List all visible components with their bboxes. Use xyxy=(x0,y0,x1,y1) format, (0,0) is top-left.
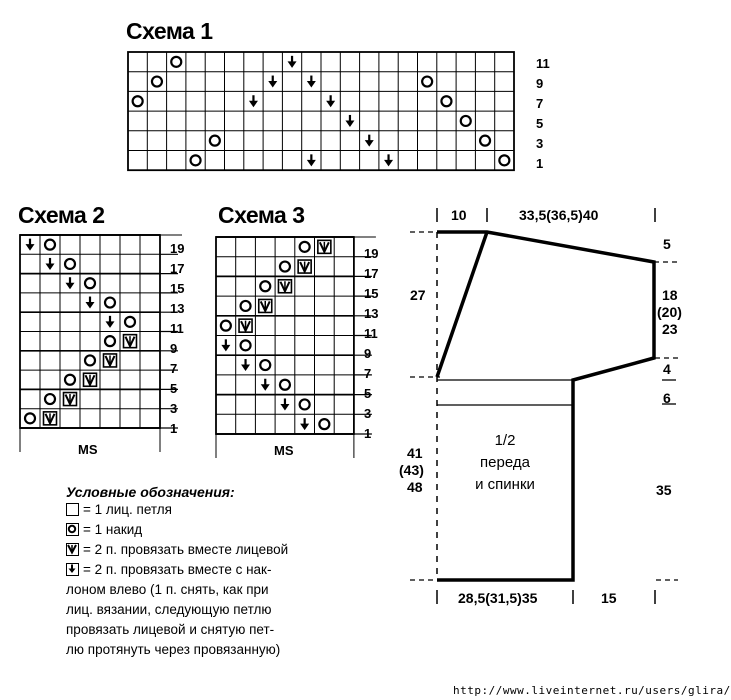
yarn-over-icon xyxy=(461,116,471,126)
yarn-over-icon xyxy=(441,96,451,106)
k2tog-left-icon xyxy=(384,160,393,167)
chart3-row-label: 3 xyxy=(364,406,372,421)
dim-left-upper: 27 xyxy=(410,287,426,303)
chart3-row-label: 9 xyxy=(364,346,372,361)
dim-left-lower-1: 41 xyxy=(407,445,423,461)
yarn-over-icon xyxy=(171,57,181,67)
k2tog-left-icon xyxy=(280,404,289,411)
pattern-center-line: 1/2 xyxy=(494,432,516,449)
yarn-over-icon xyxy=(300,242,310,252)
dim-right-3: 4 xyxy=(663,361,671,377)
k2tog-left-icon xyxy=(86,302,95,309)
dim-right-1: 5 xyxy=(663,236,671,252)
chart3-row-label: 1 xyxy=(364,426,372,441)
dim-right-4: 6 xyxy=(663,390,671,406)
k2tog-left-icon xyxy=(345,120,354,127)
chart3-row-label: 13 xyxy=(364,306,379,321)
footer-url: http://www.liveinternet.ru/users/glira/ xyxy=(453,684,731,697)
k2tog-icon xyxy=(66,543,79,556)
chart2-row-label: 15 xyxy=(170,281,185,296)
legend-item-knit xyxy=(66,500,346,520)
chart1-row-label: 9 xyxy=(536,76,544,91)
dim-bottom: 28,5(31,5)35 xyxy=(458,590,538,606)
chart3-row-label: 11 xyxy=(364,326,378,341)
yarn-over-icon xyxy=(105,298,115,308)
yarn-over-icon xyxy=(191,155,201,165)
legend-item-text: = 1 накид xyxy=(83,522,143,537)
yarn-over-icon xyxy=(280,380,290,390)
k2tog-left-icon xyxy=(365,140,374,147)
chart2-row-label: 17 xyxy=(170,261,185,276)
k2tog-left-icon xyxy=(241,365,250,372)
yarn-over-icon xyxy=(422,77,432,87)
legend-item-text: = 2 п. провязать вместе с нак- xyxy=(83,562,272,577)
pattern-center-line: и спинки xyxy=(475,476,535,493)
chart2-row-label: 3 xyxy=(170,401,178,416)
yarn-over-icon xyxy=(25,413,35,423)
yarn-over-icon xyxy=(260,360,270,370)
chart3-row-label: 5 xyxy=(364,386,372,401)
dim-bottom-right: 15 xyxy=(601,590,617,606)
yarn-over-icon xyxy=(210,136,220,146)
chart1-row-label: 3 xyxy=(536,136,544,151)
yarn-over-icon xyxy=(105,336,115,346)
legend-item-yarn-over xyxy=(66,520,346,540)
yarn-over-icon xyxy=(85,278,95,288)
dim-top-left: 10 xyxy=(451,207,467,223)
chart1-row-label: 11 xyxy=(536,56,550,71)
k2tog-left-icon xyxy=(307,160,316,167)
chart2-row-label: 1 xyxy=(170,421,178,436)
legend-item-text: = 2 п. провязать вместе лицевой xyxy=(83,542,289,557)
k2tog-left-icon xyxy=(249,101,258,108)
chart2-row-label: 9 xyxy=(170,341,178,356)
chart3-title: Схема 3 xyxy=(218,202,305,228)
yarn-over-icon xyxy=(65,375,75,385)
chart3-row-label: 19 xyxy=(364,246,379,261)
chart2-row-label: 5 xyxy=(170,381,178,396)
chart1-row-label: 1 xyxy=(536,156,544,171)
legend-title: Условные обозначения: xyxy=(66,484,235,500)
k2tog-left-icon xyxy=(261,384,270,391)
yarn-over-icon xyxy=(45,394,55,404)
yarn-over-icon xyxy=(241,340,251,350)
k2tog-left-icon xyxy=(66,283,75,290)
pattern-center-label xyxy=(440,430,570,496)
dim-top-right: 33,5(36,5)40 xyxy=(519,207,599,223)
k2tog-left-icon xyxy=(288,61,297,68)
neckline xyxy=(437,232,487,377)
yarn-over-icon xyxy=(221,321,231,331)
legend-continuation: лиц. вязании, следующую петлю xyxy=(66,602,272,617)
pattern-center-line: переда xyxy=(480,454,530,471)
legend xyxy=(66,500,346,660)
k2tog-left-icon xyxy=(268,81,277,88)
dim-right-5: 35 xyxy=(656,482,672,498)
yarn-over-icon xyxy=(85,355,95,365)
yarn-over-icon xyxy=(152,77,162,87)
chart3-ms-label: MS xyxy=(274,443,294,458)
knit-stitch-icon xyxy=(66,503,79,516)
chart2-row-label: 11 xyxy=(170,321,184,336)
legend-continuation: лоном влево (1 п. снять, как при xyxy=(66,582,269,597)
chart3-row-label: 15 xyxy=(364,286,379,301)
dim-right-2a: 18 xyxy=(662,287,678,303)
yarn-over-icon xyxy=(300,399,310,409)
chart2-row-label: 19 xyxy=(170,241,185,256)
legend-continuation: провязать лицевой и снятую пет- xyxy=(66,622,275,637)
yarn-over-icon xyxy=(65,259,75,269)
yarn-over-icon xyxy=(241,301,251,311)
chart1-row-label: 5 xyxy=(536,116,544,131)
yarn-over-icon xyxy=(66,523,79,536)
dim-left-lower-3: 48 xyxy=(407,479,423,495)
yarn-over-icon xyxy=(480,136,490,146)
k2tog-left-icon xyxy=(66,563,79,576)
chart1-row-label: 7 xyxy=(536,96,544,111)
chart1-title: Схема 1 xyxy=(126,18,213,44)
yarn-over-icon xyxy=(319,419,329,429)
k2tog-left-icon xyxy=(300,424,309,431)
yarn-over-icon xyxy=(499,155,509,165)
chart2-row-label: 13 xyxy=(170,301,185,316)
chart3-row-label: 17 xyxy=(364,266,379,281)
chart2-title: Схема 2 xyxy=(18,202,105,228)
k2tog-left-icon xyxy=(106,321,115,328)
yarn-over-icon xyxy=(260,281,270,291)
k2tog-left-icon xyxy=(221,345,230,352)
k2tog-left-icon xyxy=(326,101,335,108)
legend-item-k2tog xyxy=(66,540,346,560)
k2tog-left-icon xyxy=(46,263,55,270)
k2tog-left-icon xyxy=(307,81,316,88)
chart2-row-label: 7 xyxy=(170,361,178,376)
chart3-row-label: 7 xyxy=(364,366,372,381)
k2tog-left-icon xyxy=(26,244,35,251)
dim-left-lower-2: (43) xyxy=(399,462,424,478)
chart2-ms-label: MS xyxy=(78,442,98,457)
yarn-over-icon xyxy=(45,240,55,250)
yarn-over-icon xyxy=(133,96,143,106)
legend-continuation: лю протянуть через провязанную) xyxy=(66,642,281,657)
yarn-over-icon xyxy=(280,262,290,272)
dim-right-2b: (20) xyxy=(657,304,682,320)
yarn-over-icon xyxy=(125,317,135,327)
legend-item-text: = 1 лиц. петля xyxy=(83,502,172,517)
dim-right-2c: 23 xyxy=(662,321,678,337)
legend-item-k2tog-left xyxy=(66,560,346,580)
